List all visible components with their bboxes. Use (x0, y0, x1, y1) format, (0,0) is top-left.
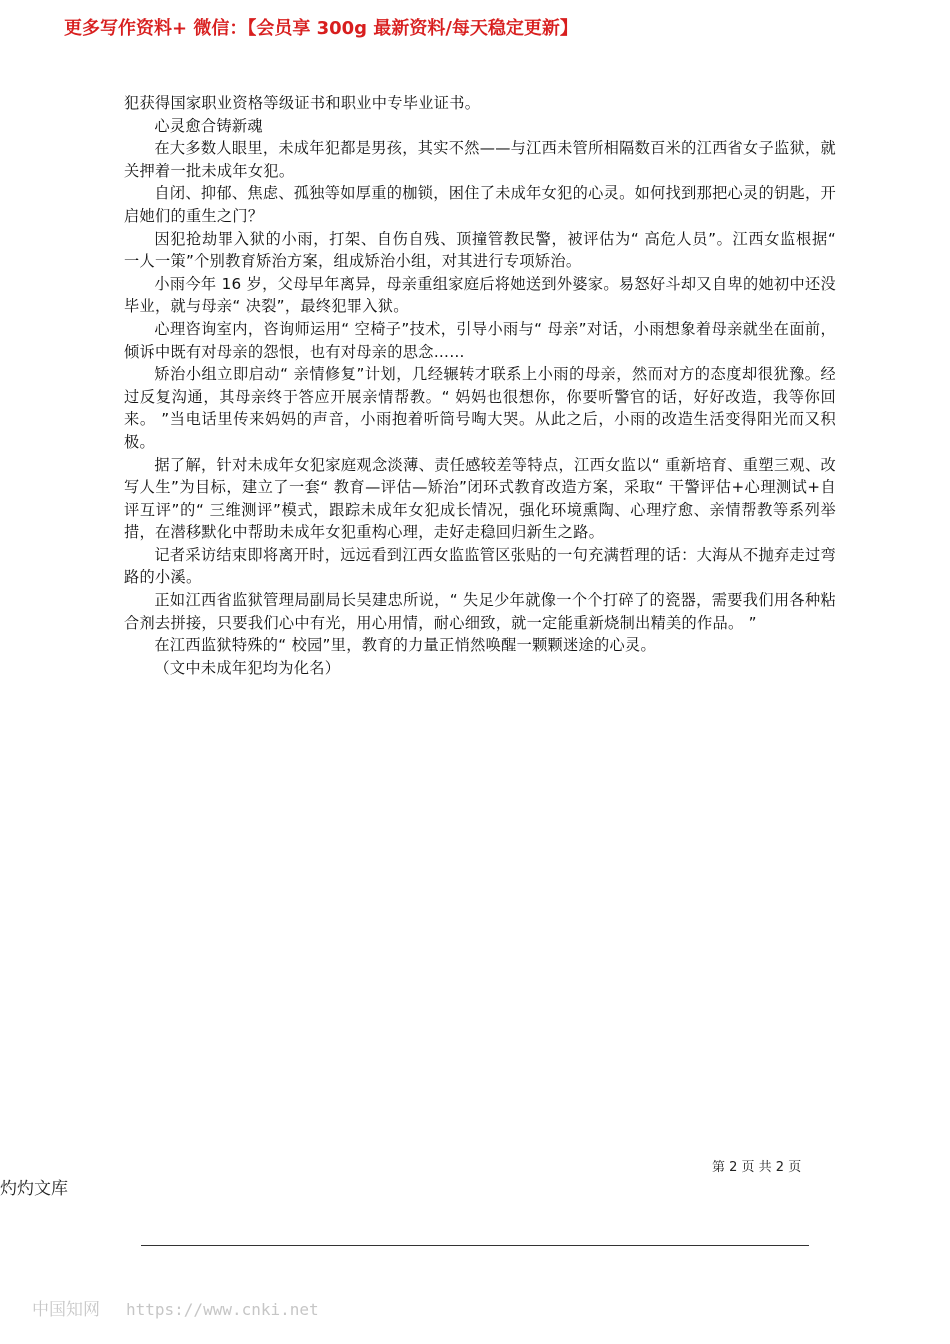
paragraph: 犯获得国家职业资格等级证书和职业中专毕业证书。 (124, 94, 481, 112)
promo-banner: 更多写作资料+ 微信：【会员享 300g 最新资料/每天稳定更新】 (64, 18, 578, 39)
section-heading: 心灵愈合铸新魂 (154, 116, 263, 135)
paragraph: 据了解，针对未成年女犯家庭观念淡薄、责任感较差等特点，江西女监以“ 重新培育、重塑三观、改写人生”为目标，建立了一套“ 教育—评估—矫治”闭环式教育改造方案，采取“ 干警评估+心理测试+自评互评”的“ 三维测评”模式，跟踪未成年女犯成长情况，强化环境熏陶、心理疗愈、亲情帮教等系列举措，在潜移默化中帮助未成年女犯重构心理，走好走稳回归新生之路。 (124, 455, 836, 542)
paragraph: 在大多数人眼里，未成年犯都是男孩，其实不然——与江西未管所相隔数百米的江西省女子监狱，就关押着一批未成年女犯。 (124, 139, 836, 180)
page-number: 第 2 页 共 2 页 (712, 1160, 802, 1175)
author-note: （文中未成年犯均为化名） (154, 658, 341, 677)
paragraph: 矫治小组立即启动“ 亲情修复”计划，几经辗转才联系上小雨的母亲，然而对方的态度却很犹豫。经过反复沟通，其母亲终于答应开展亲情帮教。“ 妈妈也很想你，你要听警官的话，好好改造，我等你回来。 ”当电话里传来妈妈的声音，小雨抱着听筒号啕大哭。从此之后，小雨的改造生活变得阳光而又积极。 (124, 365, 836, 451)
paragraph: 记者采访结束即将离开时，远远看到江西女监监管区张贴的一句充满哲理的话：大海从不抛弃走过弯路的小溪。 (124, 545, 836, 587)
paragraph: 在江西监狱特殊的“ 校园”里，教育的力量正悄然唤醒一颗颗迷途的心灵。 (154, 636, 656, 655)
paragraph: 小雨今年 16 岁，父母早年离异，母亲重组家庭后将她送到外婆家。易怒好斗却又自卑的她初中还没毕业，就与母亲“ 决裂”，最终犯罪入狱。 (124, 274, 836, 316)
watermark-site-name: 中国知网 (32, 1300, 100, 1320)
paragraph: 心理咨询室内，咨询师运用“ 空椅子”技术，引导小雨与“ 母亲”对话，小雨想象着母亲就坐在面前，倾诉中既有对母亲的怨恨，也有对母亲的思念…… (124, 319, 836, 361)
paragraph: 自闭、抑郁、焦虑、孤独等如厚重的枷锁，困住了未成年女犯的心灵。如何找到那把心灵的钥匙，开启她们的重生之门？ (124, 184, 836, 225)
library-name: 灼灼文库 (0, 1179, 68, 1199)
cnki-watermark (32, 1295, 319, 1320)
article-body (124, 92, 836, 679)
paragraph: 因犯抢劫罪入狱的小雨，打架、自伤自残、顶撞管教民警，被评估为“ 高危人员”。江西女监根据“ 一人一策”个别教育矫治方案，组成矫治小组，对其进行专项矫治。 (124, 229, 836, 271)
paragraph: 正如江西省监狱管理局副局长吴建忠所说，“ 失足少年就像一个个打碎了的瓷器，需要我们用各种粘合剂去拼接，只要我们心中有光，用心用情，耐心细致，就一定能重新烧制出精美的作品。 ” (124, 591, 836, 632)
watermark-url: https://www.cnki.net (126, 1300, 319, 1319)
footer-divider (141, 1245, 809, 1246)
